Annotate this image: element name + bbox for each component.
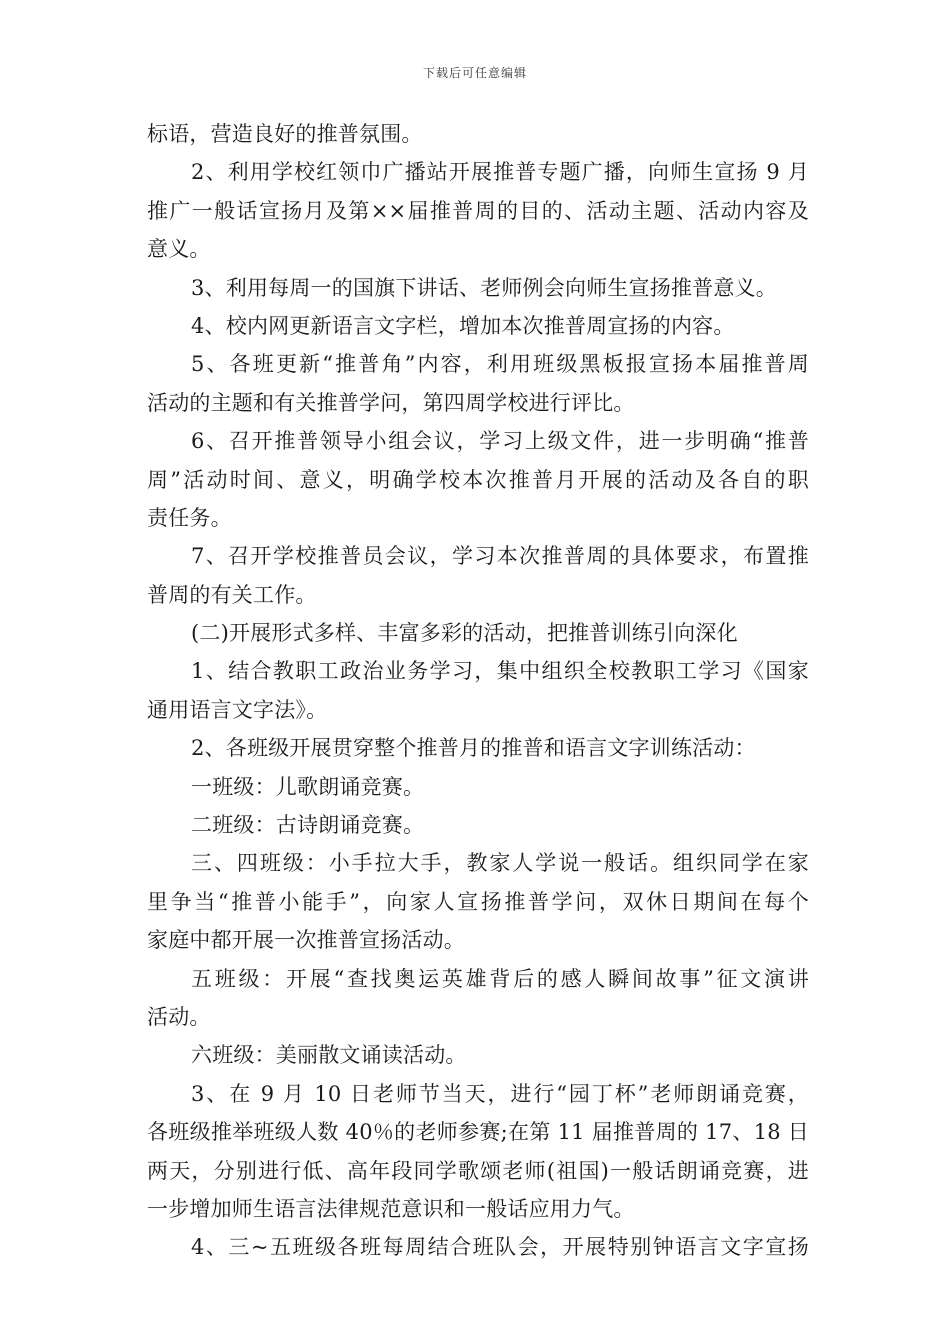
text-line: 推广一般话宣扬月及第××届推普周的目的、活动主题、活动内容及 <box>147 198 809 223</box>
text-line: 6、召开推普领导小组会议，学习上级文件，进一步明确“推普 <box>191 429 809 454</box>
text-line: 各班级推举班级人数 40％的老师参赛;在第 11 届推普周的 17、18 日 <box>147 1120 809 1145</box>
text-line: 2、利用学校红领巾广播站开展推普专题广播，向师生宣扬 9 月 <box>191 160 809 185</box>
text-line: 4、三~五班级各班每周结合班队会，开展特别钟语言文字宣扬 <box>191 1235 809 1260</box>
document-body <box>147 115 809 1267</box>
text-line: 里争当“推普小能手”，向家人宣扬推普学问，双休日期间在每个 <box>147 889 809 914</box>
text-line: 周”活动时间、意义，明确学校本次推普月开展的活动及各自的职 <box>147 467 809 492</box>
text-line: 一步增加师生语言法律规范意识和一般话应用力气。 <box>147 1196 635 1221</box>
text-line: 通用语言文字法》。 <box>147 697 328 722</box>
text-line: 活动的主题和有关推普学问，第四周学校进行评比。 <box>147 390 635 415</box>
text-line: 一班级：儿歌朗诵竞赛。 <box>191 774 425 799</box>
text-line: 责任务。 <box>147 505 232 530</box>
text-line: 二班级：古诗朗诵竞赛。 <box>191 813 425 838</box>
text-line: 4、校内网更新语言文字栏，增加本次推普周宣扬的内容。 <box>191 313 735 338</box>
text-line: 3、在 9 月 10 日老师节当天，进行“园丁杯”老师朗诵竞赛， <box>191 1081 809 1106</box>
text-line: 两天，分别进行低、高年段同学歌颂老师(祖国)一般话朗诵竞赛，进 <box>147 1158 809 1183</box>
text-line: 普周的有关工作。 <box>147 582 317 607</box>
text-line: 五班级：开展“查找奥运英雄背后的感人瞬间故事”征文演讲 <box>191 966 809 991</box>
header-note: 下载后可任意编辑 <box>422 66 527 80</box>
text-line: (二)开展形式多样、丰富多彩的活动，把推普训练引向深化 <box>191 621 738 646</box>
text-line: 活动。 <box>147 1004 211 1029</box>
text-line: 7、召开学校推普员会议，学习本次推普周的具体要求，布置推 <box>191 544 809 569</box>
text-line: 5、各班更新“推普角”内容，利用班级黑板报宣扬本届推普周 <box>191 352 809 377</box>
text-line: 三、四班级：小手拉大手，教家人学说一般话。组织同学在家 <box>191 851 809 876</box>
text-line: 六班级：美丽散文诵读活动。 <box>191 1043 467 1068</box>
text-line: 意义。 <box>147 237 211 262</box>
text-line: 标语，营造良好的推普氛围。 <box>147 122 423 146</box>
text-line: 1、结合教职工政治业务学习，集中组织全校教职工学习《国家 <box>191 659 809 684</box>
text-line: 2、各班级开展贯穿整个推普月的推普和语言文字训练活动： <box>191 736 756 761</box>
text-line: 3、利用每周一的国旗下讲话、老师例会向师生宣扬推普意义。 <box>191 275 777 300</box>
text-line: 家庭中都开展一次推普宣扬活动。 <box>147 928 465 953</box>
